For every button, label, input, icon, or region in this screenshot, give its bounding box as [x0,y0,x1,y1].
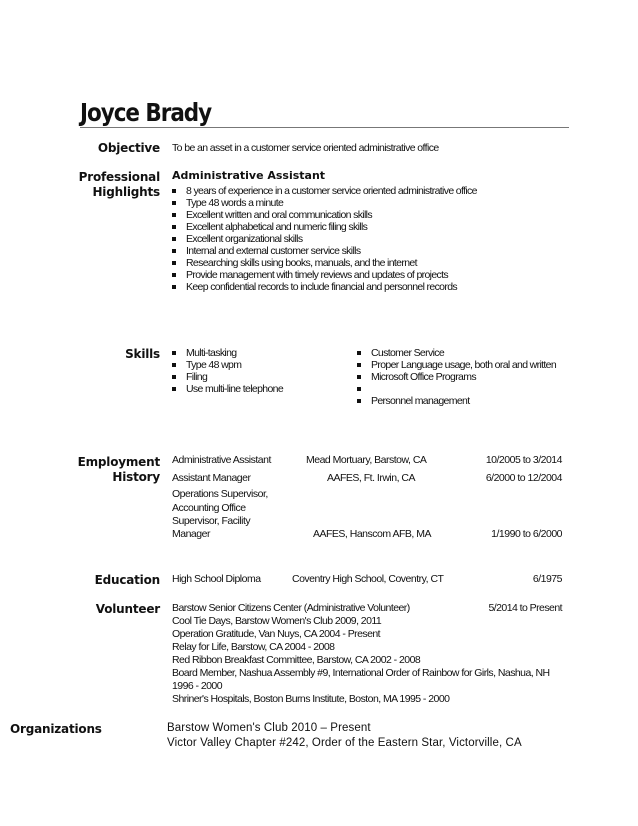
education-label: Education [94,573,160,587]
skill-text: Use multi-line telephone [186,383,284,395]
list-item [172,359,283,371]
highlights-label-line2: Highlights [92,185,160,199]
highlights-label-line1: Professional [78,170,160,184]
bullet-icon [172,237,176,241]
list-item [357,359,556,371]
highlight-text: Excellent written and oral communication skills [186,209,372,221]
bullet-icon [172,351,176,355]
list-item [357,395,556,407]
job-employer: AAFES, Hanscom AFB, MA [313,528,431,540]
list-item [172,281,477,293]
list-item [172,185,477,197]
header-rule [80,127,569,128]
bullet-icon [172,261,176,265]
highlights-list [172,185,477,293]
skill-text: Type 48 wpm [186,359,242,371]
skill-text: Multi-tasking [186,347,237,359]
bullet-icon [172,285,176,289]
job-employer: Mead Mortuary, Barstow, CA [306,454,427,466]
bullet-icon [172,189,176,193]
organization-line: Barstow Women's Club 2010 – Present [167,722,371,734]
list-item [172,347,283,359]
bullet-icon [357,363,361,367]
job-title: Manager [172,528,210,540]
volunteer-line: Shriner's Hospitals, Boston Burns Institute, Boston, MA 1995 - 2000 [172,693,450,705]
list-item [172,269,477,281]
skills-list-right [357,347,556,407]
volunteer-line: Relay for Life, Barstow, CA 2004 - 2008 [172,641,335,653]
list-item [357,383,556,395]
volunteer-line: Board Member, Nashua Assembly #9, International Order of Rainbow for Girls, Nashua, NH [172,667,550,679]
bullet-icon [357,375,361,379]
bullet-icon [357,387,361,391]
bullet-icon [357,399,361,403]
bullet-icon [172,213,176,217]
job-dates: 1/1990 to 6/2000 [491,528,562,540]
education-degree: High School Diploma [172,573,261,585]
skill-text: Proper Language usage, both oral and written [371,359,557,371]
skill-text: Filing [186,371,208,383]
list-item [172,221,477,233]
skills-label: Skills [125,347,160,361]
bullet-icon [172,375,176,379]
organization-line: Victor Valley Chapter #242, Order of the Eastern Star, Victorville, CA [167,737,522,749]
bullet-icon [172,363,176,367]
job-dates: 6/2000 to 12/2004 [485,472,562,484]
volunteer-first-dates: 5/2014 to Present [488,602,562,614]
job-title: Administrative Assistant [172,454,271,466]
skill-text: Microsoft Office Programs [371,371,476,383]
volunteer-line: Operation Gratitude, Van Nuys, CA 2004 - Present [172,628,381,640]
objective-label: Objective [97,141,160,155]
job-employer: AAFES, Ft. Irwin, CA [327,472,416,484]
bullet-icon [172,387,176,391]
job-title: Operations Supervisor, [172,488,268,500]
list-item [172,371,283,383]
highlight-text: Internal and external customer service skills [186,245,361,257]
highlight-text: 8 years of experience in a customer service oriented administrative office [186,185,477,197]
job-title: Supervisor, Facility [172,515,251,527]
employment-label-line1: Employment [77,455,160,469]
volunteer-line: Cool Tie Days, Barstow Women's Club 2009, 2011 [172,615,382,627]
skill-text: Customer Service [371,347,445,359]
education-school: Coventry High School, Coventry, CT [292,573,444,585]
highlight-text: Excellent alphabetical and numeric filing skills [186,221,368,233]
bullet-icon [172,201,176,205]
highlight-text: Excellent organizational skills [186,233,303,245]
list-item [172,209,477,221]
list-item [172,197,477,209]
skill-text: Personnel management [371,395,470,407]
list-item [172,257,477,269]
highlight-text: Type 48 words a minute [186,197,284,209]
bullet-icon [357,351,361,355]
volunteer-line: 1996 - 2000 [172,680,222,692]
list-item [357,371,556,383]
skills-list-left [172,347,283,395]
list-item [357,347,556,359]
objective-text: To be an asset in a customer service oriented administrative office [172,142,439,154]
bullet-icon [172,249,176,253]
volunteer-first: Barstow Senior Citizens Center (Administrative Volunteer) [172,602,410,614]
bullet-icon [172,273,176,277]
job-title: Accounting Office [172,502,246,514]
highlight-text: Researching skills using books, manuals, and the internet [186,257,417,269]
highlight-text: Provide management with timely reviews and updates of projects [186,269,449,281]
list-item [172,383,283,395]
education-date: 6/1975 [532,573,562,585]
volunteer-line: Red Ribbon Breakfast Committee, Barstow, CA 2002 - 2008 [172,654,421,666]
organizations-label: Organizations [10,722,102,736]
highlight-text: Keep confidential records to include financial and personnel records [186,281,457,293]
volunteer-label: Volunteer [95,602,160,616]
job-dates: 10/2005 to 3/2014 [485,454,562,466]
list-item [172,245,477,257]
resume-name: Joyce Brady [80,98,212,127]
bullet-icon [172,225,176,229]
list-item [172,233,477,245]
highlights-title: Administrative Assistant [172,169,326,182]
job-title: Assistant Manager [172,472,251,484]
employment-label-line2: History [112,470,160,484]
